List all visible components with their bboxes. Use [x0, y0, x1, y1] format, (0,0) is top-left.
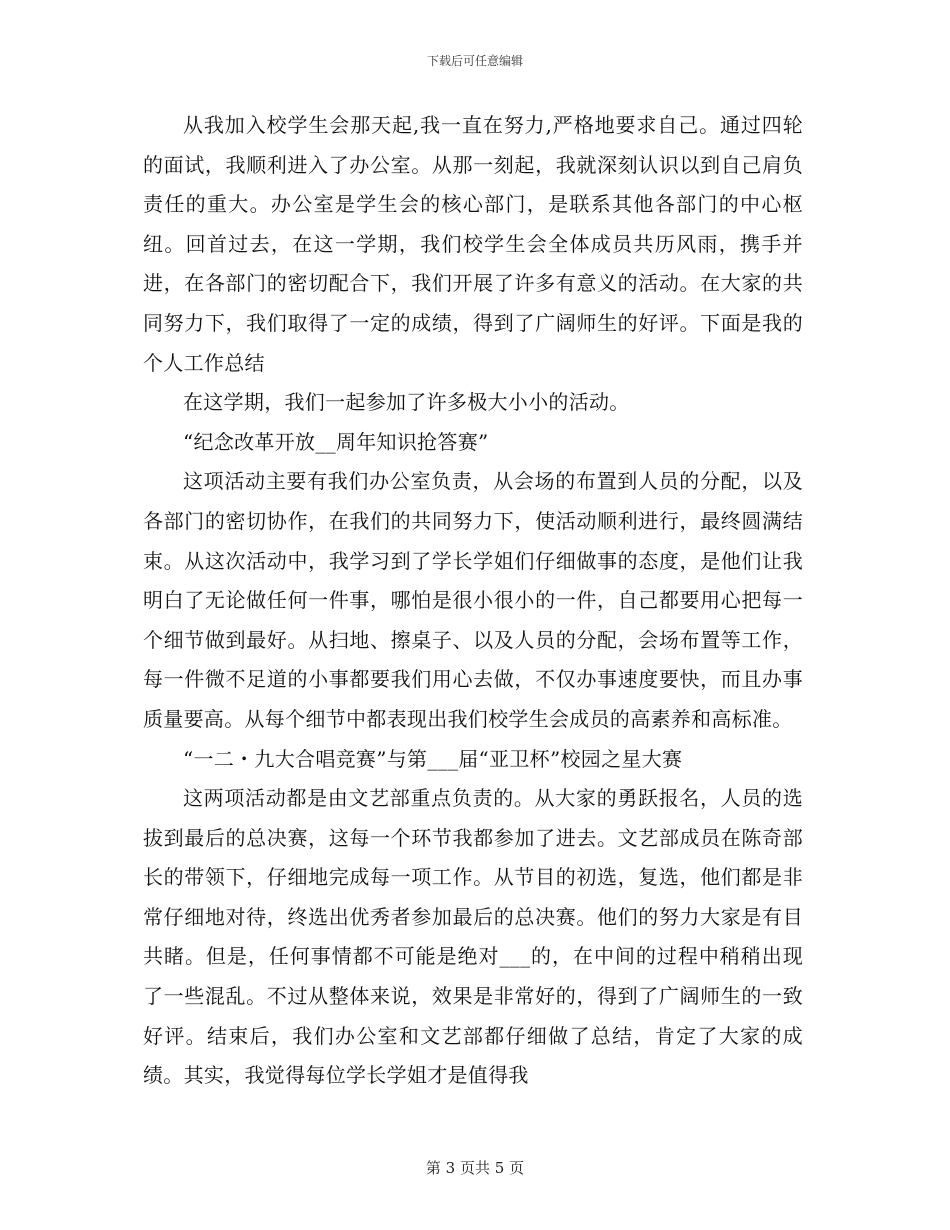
page-footer: 第 3 页共 5 页 — [425, 1159, 525, 1177]
paragraph-intro: 从我加入校学生会那天起,我一直在努力,严格地要求自己。通过四轮的面试，我顺利进入了办公室。从那一刻起，我就深刻认识以到自己肩负责任的重大。办公室是学生会的核心部门，是联系其他各部门的中心枢纽。回首过去，在这一学期，我们校学生会全体成员共历风雨，携手并进，在各部门的密切配合下，我们开展了许多有意义的活动。在大家的共同努力下，我们取得了一定的成绩，得到了广阔师生的好评。下面是我的个人工作总结 — [143, 113, 803, 375]
paragraph-activities: 在这学期，我们一起参加了许多极大小小的活动。 — [183, 390, 630, 415]
paragraph-chorus: 这两项活动都是由文艺部重点负责的。从大家的勇跃报名，人员的选拔到最后的总决赛，这每一个环节我都参加了进去。文艺部成员在陈奇部长的带领下，仔细地完成每一项工作。从节目的初选，复选，他们都是非常仔细地对待，终选出优秀者参加最后的总决赛。他们的努力大家是有目共睹。但是，任何事情都不可能是绝对___的，在中间的过程中稍稍出现了一些混乱。不过从整体来说，效果是非常好的，得到了广阔师生的一致好评。结束后，我们办公室和文艺部都仔细做了总结，肯定了大家的成绩。其实，我觉得每位学长学姐才是值得我 — [143, 786, 803, 1088]
section-heading-quiz: “纪念改革开放__周年知识抢答赛” — [183, 429, 489, 454]
page-header: 下载后可任意编辑 — [426, 54, 523, 68]
section-heading-chorus: “一二・九大合唱竞赛”与第___届“亚卫杯”校园之星大赛 — [183, 746, 683, 771]
paragraph-quiz: 这项活动主要有我们办公室负责，从会场的布置到人员的分配，以及各部门的密切协作，在我们的共同努力下，使活动顺利进行，最终圆满结束。从这次活动中，我学习到了学长学姐们仔细做事的态度，是他们让我明白了无论做任何一件事，哪怕是很小很小的一件，自己都要用心把每一个细节做到最好。从扫地、擦桌子、以及人员的分配，会场布置等工作，每一件微不足道的小事都要我们用心去做，不仅办事速度要快，而且办事质量要高。从每个细节中都表现出我们校学生会成员的高素养和高标准。 — [143, 469, 803, 731]
document-body — [143, 106, 803, 1096]
